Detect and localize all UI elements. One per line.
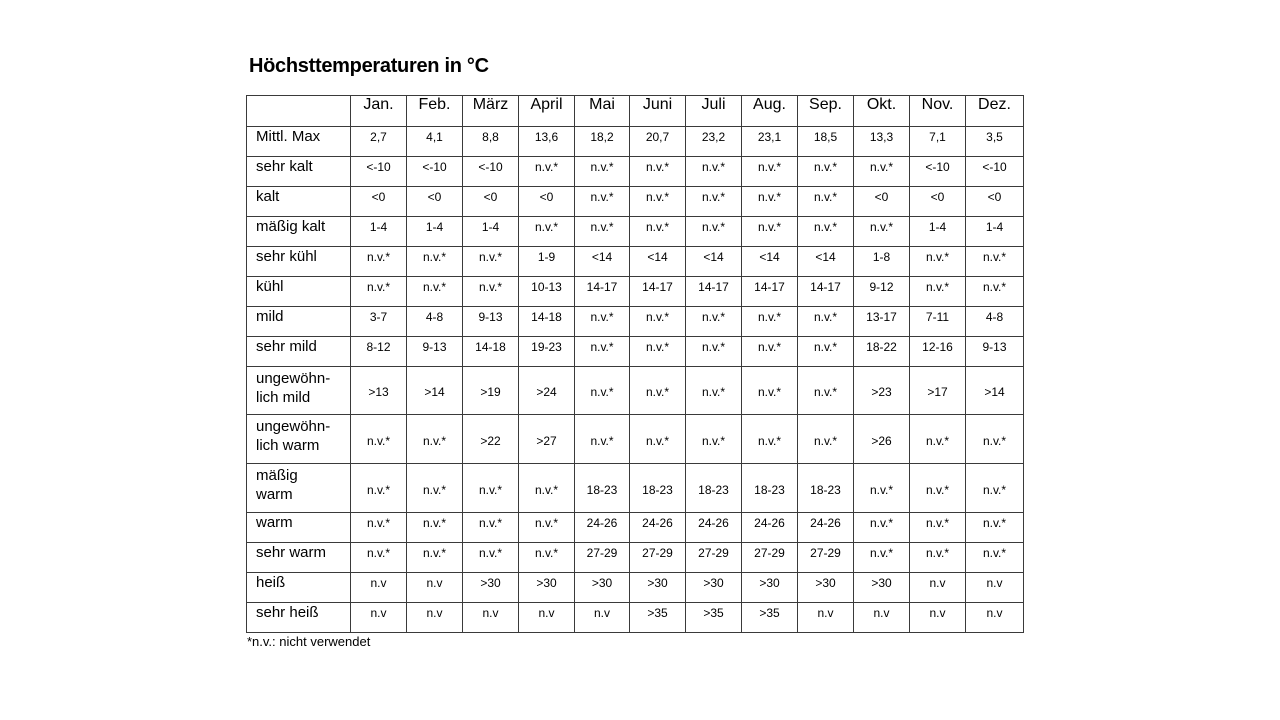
table-cell: 13-17: [854, 307, 910, 337]
table-cell: 14-17: [742, 277, 798, 307]
table-cell: <-10: [910, 157, 966, 187]
table-cell: >30: [630, 573, 686, 603]
table-cell: 23,2: [686, 127, 742, 157]
month-header: Nov.: [910, 96, 966, 127]
table-cell: 18,2: [575, 127, 630, 157]
table-cell: n.v: [798, 603, 854, 633]
table-cell: n.v.*: [351, 464, 407, 513]
table-cell: 20,7: [630, 127, 686, 157]
table-cell: <-10: [463, 157, 519, 187]
temperature-table: [246, 95, 1024, 633]
table-cell: n.v.*: [463, 513, 519, 543]
table-cell: n.v.*: [575, 187, 630, 217]
table-cell: <-10: [966, 157, 1024, 187]
month-header: Sep.: [798, 96, 854, 127]
table-cell: <14: [686, 247, 742, 277]
table-cell: n.v.*: [630, 415, 686, 464]
table-cell: n.v.*: [575, 157, 630, 187]
table-cell: 3-7: [351, 307, 407, 337]
table-row: [247, 337, 1024, 367]
table-cell: 13,3: [854, 127, 910, 157]
table-cell: >14: [966, 367, 1024, 415]
table-cell: n.v.*: [910, 513, 966, 543]
table-cell: >35: [742, 603, 798, 633]
table-cell: n.v.*: [742, 307, 798, 337]
month-header: Dez.: [966, 96, 1024, 127]
row-label: ungewöhn- lich warm: [247, 415, 351, 464]
table-cell: n.v.*: [742, 367, 798, 415]
table-cell: n.v.*: [463, 277, 519, 307]
table-cell: n.v: [910, 573, 966, 603]
month-header: Jan.: [351, 96, 407, 127]
table-cell: 14-18: [463, 337, 519, 367]
table-cell: n.v.*: [630, 157, 686, 187]
table-cell: n.v.*: [630, 337, 686, 367]
table-cell: 2,7: [351, 127, 407, 157]
row-label: mäßig kalt: [247, 217, 351, 247]
table-cell: n.v.*: [966, 415, 1024, 464]
table-cell: 18-22: [854, 337, 910, 367]
month-header: April: [519, 96, 575, 127]
month-header: Okt.: [854, 96, 910, 127]
table-cell: 4-8: [966, 307, 1024, 337]
table-cell: n.v.*: [463, 543, 519, 573]
table-cell: 14-17: [575, 277, 630, 307]
month-header: März: [463, 96, 519, 127]
month-header: Feb.: [407, 96, 463, 127]
table-cell: 18-23: [686, 464, 742, 513]
row-label: sehr kühl: [247, 247, 351, 277]
table-cell: n.v.*: [463, 464, 519, 513]
table-cell: n.v.*: [686, 367, 742, 415]
table-cell: >26: [854, 415, 910, 464]
table-cell: n.v.*: [351, 513, 407, 543]
table-cell: 18-23: [575, 464, 630, 513]
table-cell: n.v.*: [966, 247, 1024, 277]
month-header: Juli: [686, 96, 742, 127]
table-cell: 18,5: [798, 127, 854, 157]
table-cell: n.v.*: [630, 187, 686, 217]
table-cell: n.v: [463, 603, 519, 633]
table-cell: >30: [575, 573, 630, 603]
table-cell: n.v.*: [407, 247, 463, 277]
table-cell: n.v: [966, 573, 1024, 603]
table-cell: 9-13: [966, 337, 1024, 367]
table-cell: 24-26: [798, 513, 854, 543]
table-cell: n.v: [575, 603, 630, 633]
table-cell: n.v: [910, 603, 966, 633]
row-label: warm: [247, 513, 351, 543]
table-cell: 10-13: [519, 277, 575, 307]
table-cell: 4,1: [407, 127, 463, 157]
table-cell: >30: [686, 573, 742, 603]
table-cell: 1-4: [910, 217, 966, 247]
table-row: [247, 277, 1024, 307]
row-label: mild: [247, 307, 351, 337]
table-cell: 18-23: [742, 464, 798, 513]
table-cell: 1-9: [519, 247, 575, 277]
table-cell: 13,6: [519, 127, 575, 157]
table-cell: <-10: [351, 157, 407, 187]
table-cell: <0: [407, 187, 463, 217]
table-cell: <0: [463, 187, 519, 217]
table-cell: 19-23: [519, 337, 575, 367]
table-cell: n.v.*: [854, 543, 910, 573]
table-row: [247, 573, 1024, 603]
row-label: kühl: [247, 277, 351, 307]
table-cell: 3,5: [966, 127, 1024, 157]
table-cell: n.v.*: [407, 277, 463, 307]
table-cell: n.v.*: [910, 464, 966, 513]
table-cell: n.v.*: [798, 415, 854, 464]
table-cell: n.v.*: [519, 513, 575, 543]
page-title: Höchsttemperaturen in °C: [249, 55, 489, 77]
table-cell: 14-17: [686, 277, 742, 307]
table-cell: n.v: [854, 603, 910, 633]
row-label: sehr warm: [247, 543, 351, 573]
header-row: [247, 96, 1024, 127]
table-cell: n.v.*: [407, 415, 463, 464]
table-cell: >30: [463, 573, 519, 603]
table-cell: n.v: [966, 603, 1024, 633]
table-cell: n.v.*: [854, 217, 910, 247]
table-cell: >35: [686, 603, 742, 633]
table-cell: n.v.*: [686, 157, 742, 187]
table-cell: 27-29: [630, 543, 686, 573]
table-cell: 24-26: [630, 513, 686, 543]
table-row: [247, 464, 1024, 513]
table-cell: n.v.*: [742, 187, 798, 217]
table-cell: <14: [630, 247, 686, 277]
table-cell: n.v.*: [854, 157, 910, 187]
table-cell: n.v.*: [798, 337, 854, 367]
table-cell: >22: [463, 415, 519, 464]
table-cell: n.v.*: [854, 513, 910, 543]
table-cell: 24-26: [575, 513, 630, 543]
month-header: Aug.: [742, 96, 798, 127]
table-cell: 14-17: [630, 277, 686, 307]
table-cell: >24: [519, 367, 575, 415]
table-cell: n.v.*: [966, 464, 1024, 513]
table-cell: 9-13: [407, 337, 463, 367]
table-cell: 14-17: [798, 277, 854, 307]
table-cell: n.v.*: [351, 277, 407, 307]
table-cell: n.v.*: [407, 513, 463, 543]
row-label: sehr kalt: [247, 157, 351, 187]
table-row: [247, 247, 1024, 277]
table-cell: n.v.*: [742, 415, 798, 464]
table-cell: >14: [407, 367, 463, 415]
table-cell: n.v.*: [519, 543, 575, 573]
table-cell: n.v.*: [686, 415, 742, 464]
row-label: heiß: [247, 573, 351, 603]
table-cell: n.v.*: [742, 217, 798, 247]
table-cell: <0: [910, 187, 966, 217]
table-cell: 8-12: [351, 337, 407, 367]
table-cell: <-10: [407, 157, 463, 187]
table-cell: 23,1: [742, 127, 798, 157]
table-cell: 4-8: [407, 307, 463, 337]
table-cell: n.v.*: [798, 217, 854, 247]
table-cell: n.v.*: [351, 415, 407, 464]
table-cell: n.v.*: [686, 307, 742, 337]
table-row: [247, 543, 1024, 573]
table-cell: n.v.*: [686, 337, 742, 367]
table-cell: n.v.*: [966, 277, 1024, 307]
table-cell: 18-23: [798, 464, 854, 513]
table-cell: n.v.*: [854, 464, 910, 513]
table-cell: 27-29: [798, 543, 854, 573]
table-cell: n.v: [407, 603, 463, 633]
table-row: [247, 127, 1024, 157]
table-row: [247, 307, 1024, 337]
table-cell: <0: [966, 187, 1024, 217]
table-cell: <0: [519, 187, 575, 217]
table-cell: n.v.*: [966, 543, 1024, 573]
table-cell: n.v.*: [519, 157, 575, 187]
table-cell: n.v.*: [351, 543, 407, 573]
table-cell: n.v.*: [742, 157, 798, 187]
table-cell: n.v.*: [407, 543, 463, 573]
month-header: Mai: [575, 96, 630, 127]
table-cell: >19: [463, 367, 519, 415]
table-cell: 1-4: [463, 217, 519, 247]
row-label: sehr heiß: [247, 603, 351, 633]
table-cell: 9-13: [463, 307, 519, 337]
row-label: mäßig warm: [247, 464, 351, 513]
table-cell: n.v: [351, 573, 407, 603]
table-row: [247, 415, 1024, 464]
table-cell: 27-29: [742, 543, 798, 573]
table-cell: n.v.*: [686, 187, 742, 217]
table-cell: n.v.*: [407, 464, 463, 513]
table-cell: 1-8: [854, 247, 910, 277]
table-cell: 14-18: [519, 307, 575, 337]
table-cell: n.v.*: [519, 464, 575, 513]
table-cell: n.v.*: [798, 307, 854, 337]
table-cell: <14: [742, 247, 798, 277]
table-cell: >30: [742, 573, 798, 603]
table-cell: n.v.*: [798, 187, 854, 217]
table-cell: 27-29: [575, 543, 630, 573]
table-cell: n.v.*: [630, 307, 686, 337]
table-cell: n.v.*: [519, 217, 575, 247]
table-cell: <14: [575, 247, 630, 277]
table-cell: 24-26: [686, 513, 742, 543]
table-row: [247, 157, 1024, 187]
table-cell: n.v.*: [742, 337, 798, 367]
table-cell: >13: [351, 367, 407, 415]
table-cell: 18-23: [630, 464, 686, 513]
table-cell: n.v.*: [575, 415, 630, 464]
table-cell: n.v.*: [910, 277, 966, 307]
table-row: [247, 187, 1024, 217]
table-cell: n.v.*: [686, 217, 742, 247]
table-cell: >35: [630, 603, 686, 633]
table-cell: >17: [910, 367, 966, 415]
row-label: kalt: [247, 187, 351, 217]
table-cell: <0: [854, 187, 910, 217]
table-cell: n.v.*: [575, 307, 630, 337]
row-label: Mittl. Max: [247, 127, 351, 157]
table-cell: 7-11: [910, 307, 966, 337]
table-cell: 27-29: [686, 543, 742, 573]
table-cell: n.v.*: [630, 367, 686, 415]
table-cell: n.v.*: [798, 157, 854, 187]
footnote: *n.v.: nicht verwendet: [247, 634, 371, 649]
table-cell: >23: [854, 367, 910, 415]
table-cell: n.v.*: [575, 337, 630, 367]
corner-cell: [247, 96, 351, 127]
table-cell: n.v.*: [630, 217, 686, 247]
table-cell: 24-26: [742, 513, 798, 543]
table-body: [247, 127, 1024, 633]
month-header: Juni: [630, 96, 686, 127]
row-label: sehr mild: [247, 337, 351, 367]
table-cell: >30: [519, 573, 575, 603]
table-row: [247, 217, 1024, 247]
table-cell: >30: [854, 573, 910, 603]
table-cell: n.v.*: [575, 367, 630, 415]
table-cell: 1-4: [351, 217, 407, 247]
table-row: [247, 367, 1024, 415]
table-cell: >30: [798, 573, 854, 603]
table-cell: >27: [519, 415, 575, 464]
table-cell: 8,8: [463, 127, 519, 157]
table-cell: n.v: [407, 573, 463, 603]
table-cell: 9-12: [854, 277, 910, 307]
table-cell: <14: [798, 247, 854, 277]
row-label: ungewöhn- lich mild: [247, 367, 351, 415]
table-cell: n.v: [351, 603, 407, 633]
table-cell: 7,1: [910, 127, 966, 157]
table-cell: n.v.*: [910, 247, 966, 277]
table-cell: n.v.*: [798, 367, 854, 415]
table-cell: n.v: [519, 603, 575, 633]
table-cell: 1-4: [966, 217, 1024, 247]
table-cell: 12-16: [910, 337, 966, 367]
table-row: [247, 603, 1024, 633]
table-row: [247, 513, 1024, 543]
table-cell: n.v.*: [910, 415, 966, 464]
table-cell: n.v.*: [910, 543, 966, 573]
table-cell: n.v.*: [463, 247, 519, 277]
table-cell: n.v.*: [575, 217, 630, 247]
table-cell: <0: [351, 187, 407, 217]
table-cell: n.v.*: [966, 513, 1024, 543]
table-cell: n.v.*: [351, 247, 407, 277]
table-cell: 1-4: [407, 217, 463, 247]
